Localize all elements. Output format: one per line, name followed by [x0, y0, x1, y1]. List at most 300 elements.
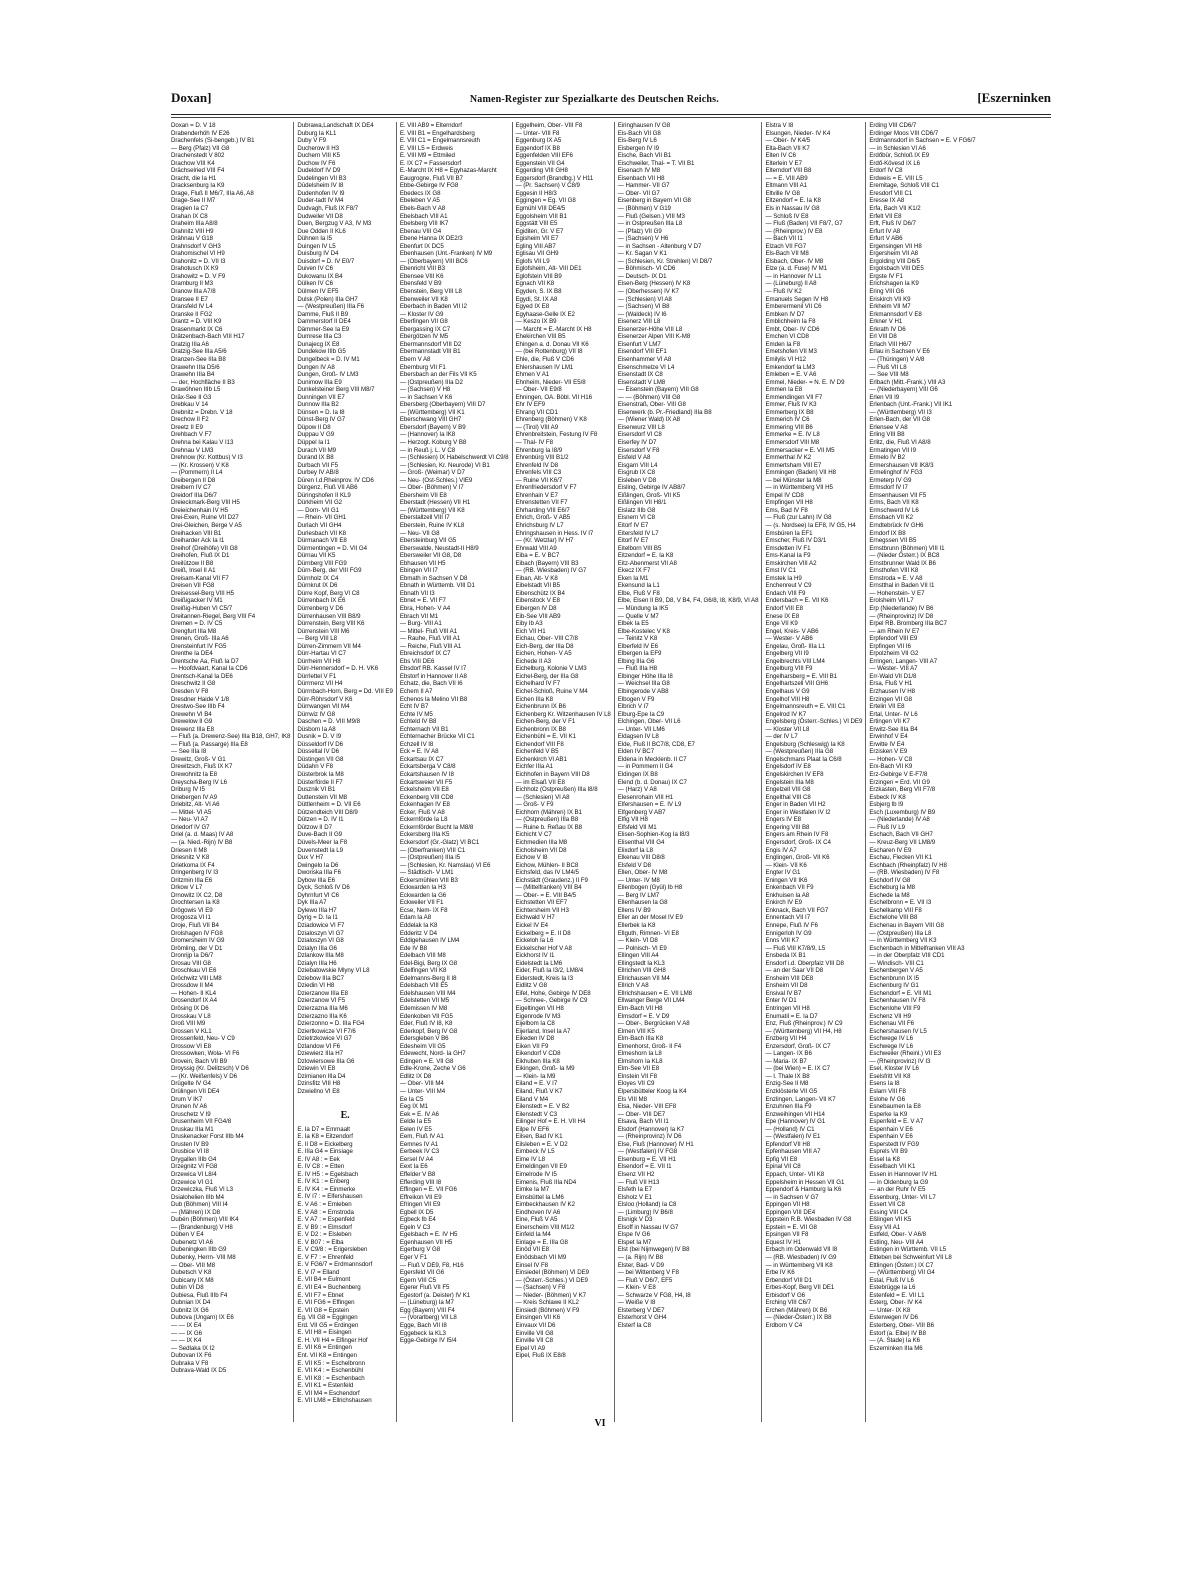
index-entry: E. VII B4 = Eulmont: [297, 1276, 351, 1284]
index-entry: Drähnau V G18: [171, 235, 214, 243]
index-entry: Eschenhausen IV F8: [869, 997, 926, 1005]
index-entry: Ergolding VIII D6/5: [869, 257, 920, 265]
index-entry: Enumatil = E. Ia D7: [765, 1012, 818, 1020]
index-entry: Ernstroda = E. V A8: [869, 574, 923, 582]
index-entry: — in Pommern II G4: [617, 763, 673, 771]
index-entry: Drätzenbach-Bach VIII H17: [171, 333, 245, 341]
index-entry: Elstra V I8: [765, 122, 794, 129]
index-entry: — (Thüringen) V A/8: [869, 355, 925, 363]
index-entry: Egeln V C3: [399, 1223, 431, 1231]
index-entry: Eichenberg Kr. Witzenhausen IV L8: [515, 710, 611, 718]
index-entry: E. IV K4 : = Einmerke: [297, 1185, 356, 1193]
index-entry: Dracht, die Ia H1: [171, 174, 217, 182]
index-entry: Eschach, Bach VII GH7: [869, 831, 933, 839]
index-entry: Engering VIII B8: [765, 823, 810, 831]
index-entry: Erdő-Kövesd IX L6: [869, 159, 921, 167]
index-entry: — (Böhmen) V G19: [617, 205, 671, 213]
index-entry: Druskenacker Forst IIIb M4: [171, 1133, 244, 1141]
index-entry: E. V C9/8 : = Erigersleben: [297, 1246, 368, 1254]
index-entry: Eitzendorf = E. Ia K8: [617, 552, 674, 560]
index-entry: Ebstorf in Hannover II A8: [399, 672, 467, 680]
index-entry: Ehrenfriedersdorf V F7: [515, 484, 577, 492]
index-entry: Dreyscha-Berg IV L6: [171, 778, 228, 786]
index-entry: — (Mähren) IX D8: [171, 1208, 221, 1216]
index-entry: Ebnath in Württemb. VIII D1: [399, 582, 475, 590]
index-entry: Eickeloh Ia L6: [515, 937, 554, 945]
index-entry: Eisenerzer Alpen VIII K-M8: [617, 333, 691, 341]
index-entry: Eglofstein VIII B9: [515, 272, 562, 280]
index-entry: Eppach, Unter- VII K8: [765, 1171, 825, 1179]
index-entry: Eisenschmelze VI L4: [617, 363, 675, 371]
index-entry: E. VII E4 = Buchenberg: [297, 1284, 361, 1292]
index-entry: Ensheim VIII DE8: [765, 974, 814, 982]
index-entry: Eeg IX M1: [399, 1103, 429, 1111]
index-entry: Elchingen, Ober- VII L6: [617, 718, 681, 726]
index-entry: Engelskirchen IV EF8: [765, 771, 824, 779]
index-entry: Dreschwitz II G8: [171, 680, 216, 688]
index-entry: Emmen Ia E8: [765, 386, 803, 394]
index-entry: Eppendorf & Hamburg Ia K6: [765, 1186, 842, 1194]
index-entry: Eschershausen IV L5: [869, 1027, 927, 1035]
index-entry: Eickelberg = E. II D8: [515, 929, 571, 937]
index-entry: Eisenbach VII H8: [617, 174, 665, 182]
index-entry: Elfgenberg V AB7: [617, 808, 666, 816]
index-entry: Ecker, Fluß V A8: [399, 808, 445, 816]
index-entry: Eichsfeld, das IV LM4/5: [515, 869, 579, 877]
index-entry: Erfelt VII E8: [869, 212, 902, 220]
index-entry: Ebbe-Gebirge IV FG8: [399, 182, 459, 190]
index-entry: Eidlitz V G8: [515, 982, 547, 990]
index-entry: Dzialyn IIIa H6: [297, 959, 337, 967]
index-entry: Dunningen VII E7: [297, 393, 345, 401]
index-entry: — Fluß (a. Passarge) IIIa E8: [171, 740, 248, 748]
index-entry: — Fluß IIIa H8: [617, 665, 658, 673]
index-entry: Ebergötzen IV M5: [399, 333, 449, 341]
index-entry: Engelhof VIII H8: [765, 695, 810, 703]
index-entry: Eschenbrunn IX I5: [869, 974, 920, 982]
index-entry: Dürrwangen VII M4: [297, 703, 350, 711]
index-entry: Eisenwerk (b. Pr.-Friedland) IIIa B8: [617, 408, 712, 416]
index-entry: Emchen VI CD8: [765, 333, 809, 341]
index-entry: Erzhausen IV H8: [869, 688, 916, 696]
index-entry: Epfenhausen VIII A7: [765, 1148, 821, 1156]
index-entry: Erpfingen VII I6: [869, 642, 911, 650]
index-entry: Eschwege IV L6: [869, 1035, 914, 1043]
index-entry: E. VII LM8 = Ellrichshausen: [297, 1397, 372, 1405]
index-entry: Ducherow II H3: [297, 144, 340, 152]
index-entry: Eschelohe VIII B8: [869, 914, 918, 922]
index-entry: Enzuhnen IIIa F9: [765, 1103, 812, 1111]
index-entry: Drachenfels (Si-bengeb.) IV B1: [171, 137, 255, 145]
index-entry: Dudelingen VII B3: [297, 174, 347, 182]
index-entry: Düsseldorf IV D6: [297, 740, 344, 748]
index-entry: E. VII K6 = Entingen: [297, 1344, 352, 1352]
index-entry: Duvenstedt Ia L9: [297, 846, 344, 854]
index-entry: Ernstbrunn (Böhmen) VIII I1: [869, 544, 945, 552]
index-entry: Egisheim VII E7: [515, 235, 559, 243]
index-entry: E. VII K1 = Estenfeld: [297, 1382, 354, 1390]
index-entry: Duchow IV F6: [297, 159, 336, 167]
index-entry: Essenburg, Unter- VII L7: [869, 1193, 936, 1201]
index-entry: — Unter- IV M8: [617, 876, 660, 884]
index-entry: Eifel, Hohe, Gebirge IV DE8: [515, 989, 591, 997]
index-entry: Eggesin II H8/3: [515, 189, 557, 197]
index-entry: Eisenstadt IX C8: [617, 371, 663, 379]
index-entry: Eisenstadt V LM8: [617, 378, 666, 386]
index-entry: Eddelak Ia K8: [399, 921, 438, 929]
index-entry: Dürrenberg V D6: [297, 605, 344, 612]
index-entry: — See VIII M8: [869, 371, 909, 379]
index-entry: E. VII M4 = Eschendorf: [297, 1389, 360, 1397]
index-entry: Eiland = E. V I7: [515, 1080, 558, 1088]
index-entry: Ebenhausen (Unt.-Franken) IV M9: [399, 250, 493, 258]
index-entry: Elm-See VII E8: [617, 1065, 660, 1073]
index-entry: — in Württemberg VII H5: [765, 484, 833, 492]
index-entry: Emmerke = E. IV L8: [765, 431, 820, 439]
index-entry: Essen in Hannover IV H1: [869, 1171, 938, 1179]
index-entry: Dzierzazno IIIa K6: [297, 1012, 347, 1020]
index-entry: Edel-Bigi, Berg IX G8: [399, 959, 458, 967]
index-entry: Eichede II A3: [515, 657, 552, 665]
index-entry: Eppingen VII H8: [765, 1201, 810, 1209]
index-entry: E. V B07 : = Elba: [297, 1238, 344, 1246]
index-entry: Eberstein, Ruine IV KL8: [399, 521, 465, 529]
index-entry: Drebkau V 14: [171, 401, 208, 409]
index-entry: — (Kr. Wetzlar) IV H7: [515, 537, 574, 545]
index-entry: Drömling, der V D1: [171, 944, 223, 952]
index-entry: Dülmen IV EF5: [297, 288, 339, 296]
index-entry: Eckersdorf (Gr.-Glatz) VI BC1: [399, 838, 480, 846]
index-entry: E. VII FG6 = Effingen: [297, 1299, 355, 1307]
index-entry: E. V I7 = Elland: [297, 1268, 340, 1276]
index-entry: Eschendorf = E. VII M1: [869, 989, 932, 997]
index-entry: Elbrich V I7: [617, 703, 649, 711]
index-entry: Drahowitz = D. V F9: [171, 272, 226, 280]
index-entry: — Maria- IX B7: [765, 1057, 807, 1065]
index-entry: Escharen IV E9: [869, 846, 912, 854]
index-entry: Draheim IIIa A8/8: [171, 220, 218, 228]
index-entry: Ebhausen VII H5: [399, 559, 446, 567]
index-entry: Emstek Ia H9: [765, 574, 802, 582]
index-entry: Erichshagen Ia K9: [869, 280, 919, 288]
index-entry: Ertelin VII E8: [869, 703, 905, 711]
index-columns: [171, 122, 1051, 1422]
index-entry: — (Schlesien) VI A8: [515, 793, 570, 801]
index-entry: — Ober- IV K4/5: [765, 137, 811, 145]
index-entry: Dziewin VI E8: [297, 1065, 335, 1073]
index-entry: Eichendorf VIII F8: [515, 740, 564, 748]
index-entry: Drum V IK7: [171, 1095, 203, 1103]
index-entry: — Quelle V M7: [617, 612, 659, 620]
index-entry: Dammerstorf II DE4: [297, 318, 351, 326]
index-entry: Durbey IV AB/8: [297, 469, 339, 477]
index-entry: Elsloo (Holland) Ia C8: [617, 1201, 677, 1209]
index-entry: Elden IV BC7: [617, 748, 655, 756]
index-entry: Drawöhnen IIIb L5: [171, 386, 221, 394]
index-entry: Dzlankow IIIa M8: [297, 952, 344, 960]
index-entry: — Fluß (Baden) VII F8/7, G7: [765, 220, 843, 228]
index-entry: Drewenz IIIa E8: [171, 725, 214, 733]
index-entry: Ebnath VII I3: [399, 589, 435, 597]
index-entry: Drusten IV B9: [171, 1140, 209, 1148]
index-entry: Eichenfeld V B5: [515, 748, 559, 756]
index-entry: Ermatingen VII I9: [869, 446, 916, 454]
index-entry: Ensbeda IX B1: [765, 952, 806, 960]
index-entry: Dürrwiz IV G8: [297, 710, 335, 718]
index-entry: Erwitte IV E4: [869, 740, 905, 748]
index-entry: Esperstedt IV FG9: [869, 1140, 920, 1148]
index-entry: Eimelrode IV I5: [515, 1171, 557, 1179]
index-entry: — der IV L7: [765, 733, 798, 741]
index-entry: Drzewica VI L8/4: [171, 1171, 217, 1179]
index-entry: — an der Saar VII D8: [765, 967, 824, 975]
index-entry: Dreieckmark-Berg VIII H5: [171, 499, 240, 507]
page-number: VI: [594, 1418, 606, 1429]
index-entry: Ernstbrunner Wald IX B6: [869, 559, 936, 567]
index-entry: — Schnee-, Gebirge IV C9: [515, 997, 588, 1005]
index-entry: — (Österr.-Schles.) VI DE9: [515, 1276, 588, 1284]
index-entry: Drahomischel VI H9: [171, 250, 225, 258]
index-entry: Engis IV A7: [765, 846, 797, 854]
index-entry: Erpolzheim VII G2: [869, 650, 919, 658]
index-entry: Ermelo IV B2: [869, 454, 905, 462]
index-entry: Eib-See VIII AB9: [515, 612, 561, 620]
index-entry: Escheburg Ia M8: [869, 884, 916, 892]
index-entry: Eische, Bach VII B1: [617, 152, 672, 160]
index-entry: Dub (Böhmen) VIII I4: [171, 1201, 228, 1209]
index-entry: Eijelbom Ia C8: [515, 1020, 555, 1028]
index-entry: Emanuels Segen IV H8: [765, 295, 829, 303]
index-entry: — Groß- V F9: [515, 801, 554, 809]
index-entry: Drächselried VIII F4: [171, 167, 225, 175]
index-entry: Echte IV M5: [399, 710, 433, 718]
index-entry: — (Pommern) II L4: [171, 469, 223, 477]
index-entry: — Fluß VIII K7/8/9, L5: [765, 944, 826, 952]
index-entry: Emmering VIII B6: [765, 423, 813, 431]
index-entry: — Fluß (Gelsen.) VIII M3: [617, 212, 685, 220]
index-entry: Drawehn IIIa D5/6: [171, 363, 220, 371]
index-entry: Esterberg, Ober- VIII B6: [869, 1321, 935, 1329]
index-entry: Drösing IX D6: [171, 1004, 209, 1012]
index-entry: Eszerninken IIIa M6: [869, 1344, 923, 1352]
index-entry: — Thal- IV F8: [515, 438, 553, 446]
index-entry: Dzlowiersowe IIIa G6: [297, 1057, 355, 1065]
index-entry: — (Kr. Weißenfels) V D6: [171, 1072, 237, 1080]
index-entry: Drahan IX C8: [171, 212, 208, 220]
index-entry: Eßlingen VII K5: [869, 1216, 912, 1224]
index-entry: Dreitannen-Riegel, Berg VIII F4: [171, 612, 256, 620]
index-entry: Engelsberg (Österr.-Schles.) VI DE9: [765, 718, 863, 726]
index-entry: Einödsbach VII M9: [515, 1254, 567, 1262]
index-entry: Esperke Ia K9: [869, 1110, 908, 1118]
index-entry: Ederkopf, Berg IV G8: [399, 1027, 458, 1035]
index-entry: Eimbeck IV L5: [515, 1148, 555, 1156]
index-entry: Einville VII C8: [515, 1337, 553, 1345]
index-entry: Ebermannsdorf VIII D2: [399, 340, 462, 348]
index-entry: Eckartshausen IV I8: [399, 771, 454, 779]
index-entry: Erbes-Kopf, Berg VII DE1: [765, 1284, 835, 1292]
index-entry: Eichenbronn IX B8: [515, 725, 566, 733]
index-entry: Ehrharding VIII E6/7: [515, 506, 570, 514]
index-entry: Eslarn VIII F8: [869, 1088, 906, 1095]
index-entry: Egelsbach = E. IV H5: [399, 1231, 458, 1239]
index-entry: Effreikon VII E9: [399, 1193, 442, 1201]
index-entry: Elbe-Kostelec V K8: [617, 627, 670, 635]
index-entry: Erms, Bach VII K8: [869, 499, 919, 507]
index-entry: Drasenmarkt IX C6: [171, 325, 223, 333]
index-entry: Elsterf Ia C8: [617, 1321, 651, 1329]
index-entry: Eggingen = Eg. VII G8: [515, 197, 576, 205]
index-entry: — Nieder- (Böhmen) V K7: [515, 1291, 587, 1299]
index-entry: Ehrenbreitstein, Festung IV F8: [515, 431, 598, 439]
index-entry: Dürgenz, Fluß VII AB6: [297, 484, 358, 492]
index-entry: Erlbach (Mitt.-Frank.) VIII A3: [869, 378, 946, 386]
index-entry: Dreibergen II D8: [171, 476, 216, 484]
index-entry: Eggolsheim VIII B1: [515, 212, 567, 220]
index-entry: Drentsch-Kanal Ia DE6: [171, 672, 233, 680]
index-entry: Ennentach VII I7: [765, 914, 811, 922]
index-entry: Erzingen = Erd. VII G9: [869, 778, 930, 786]
index-entry: Dubraka V F8: [171, 1359, 209, 1367]
index-entry: Eich-Berg, der IIIa D8: [515, 642, 574, 650]
index-entry: Dubenetz VI A6: [171, 1238, 213, 1246]
index-entry: Drebnitz = Drebn. V 18: [171, 408, 233, 416]
index-entry: Eggenburg IX A5: [515, 137, 562, 145]
index-entry: Dzwiellno VI E8: [297, 1088, 340, 1095]
index-entry: — in Oldenburg Ia G9: [869, 1178, 929, 1186]
index-entry: Estling, Neu- VIII A4: [869, 1238, 924, 1246]
index-entry: Elmeshorn Ia L8: [617, 1050, 662, 1058]
index-entry: Einvaux VII D6: [515, 1321, 556, 1329]
index-entry: — Kloster VII L8: [765, 725, 810, 733]
index-entry: Elmen VIII K5: [617, 1027, 655, 1035]
index-entry: Ensival IV B7: [765, 989, 802, 997]
index-entry: Drengfurt IIIa M8: [171, 627, 217, 635]
index-entry: — Rauhe, Fluß VIII A1: [399, 635, 461, 643]
index-entry: Ebnet = E. VII F7: [399, 597, 446, 605]
index-entry: Dreihof (Dreihöfe) VII G8: [171, 544, 238, 552]
index-entry: Esel, Kloster IV L6: [869, 1065, 919, 1073]
index-entry: Eigenrode IV M3: [515, 1012, 561, 1020]
index-entry: E. V F7 : = Ehrenfeld: [297, 1253, 354, 1261]
index-entry: Eich VII H1: [515, 627, 546, 635]
index-entry: Enkirch IV E9: [765, 899, 803, 907]
index-entry: Erwitz-See IIIa B4: [869, 725, 918, 733]
index-entry: Drehbach V F7: [171, 431, 212, 439]
index-entry: Dungen, Groß- IV LM3: [297, 371, 359, 379]
index-entry: — Groß- (Weimar) V D7: [399, 469, 465, 477]
index-entry: Dux V H7: [297, 854, 324, 862]
index-entry: Ehrenberg (Böhmen) V K8: [515, 416, 587, 424]
index-entry: E. Ia K8 = Eitzendorf: [297, 1133, 353, 1141]
index-entry: Dubnitz IX G6: [171, 1306, 209, 1314]
index-entry: — Ruine b. Reßau IX B8: [515, 823, 582, 831]
index-entry: Eiland, Fluß V K7: [515, 1088, 563, 1095]
index-entry: — Fluß IV K2: [765, 288, 802, 296]
index-entry: Eiby Ib A3: [515, 620, 543, 628]
index-entry: Dunkelsteiner Berg VIII M8/7: [297, 386, 375, 394]
index-entry: Engelstein IIIa M8: [765, 778, 814, 786]
index-entry: Eisersdorf VI C8: [617, 431, 662, 439]
index-entry: Erlensee V A8: [869, 423, 908, 431]
index-entry: Dreisen VII FG8: [171, 582, 215, 590]
index-entry: — Neu- VI A7: [171, 816, 208, 824]
index-entry: Dreetz II E9: [171, 423, 203, 431]
index-entry: Edingen = E. VII G8: [399, 1057, 454, 1065]
index-entry: Erpel RB. Bromberg IIIa BC7: [869, 620, 947, 628]
index-entry: Eine, Fluß V A5: [515, 1216, 558, 1224]
index-entry: Ellenhausen Ia G8: [617, 899, 668, 907]
index-entry: Ebra, Hohen- V A4: [399, 605, 451, 612]
index-entry: Dubrawa,Landschaft IX DE4: [297, 122, 374, 129]
index-entry: Dragien Ia C7: [171, 205, 209, 213]
index-entry: Damme, Fluß II B9: [297, 310, 349, 318]
index-entry: Eggerding VIII GH8: [515, 167, 568, 175]
index-entry: Estebrügge Ia L6: [869, 1284, 916, 1292]
index-entry: Eis-Berg IV L6: [617, 137, 657, 145]
index-entry: Egerer Fluß VII F5: [399, 1284, 450, 1292]
index-entry: Ehrenstetten VII F7: [515, 499, 568, 507]
index-entry: Estfeld, Ober- V A6/8: [869, 1231, 926, 1239]
index-entry: Eddigehausen IV LM4: [399, 937, 460, 945]
index-entry: Dubiesa, Fluß IIIb F4: [171, 1291, 228, 1299]
index-entry: Dransfeld IV L4: [171, 303, 213, 311]
index-entry: Elfig VII H8: [617, 816, 648, 824]
index-entry: E. VIII B1 = Engelhardsberg: [399, 129, 475, 137]
index-entry: Eggersdorf (Brandbg.) V H11: [515, 174, 594, 182]
index-entry: Enger in Baden VII H2: [765, 801, 826, 809]
index-entry: Dromersheim IV G9: [171, 937, 225, 945]
index-entry: Ent. VII K8 = Entingen: [297, 1351, 357, 1359]
index-entry: — (Rheinprovinz) IV I3: [869, 1057, 931, 1065]
index-entry: Dyhrnfurt VI C6: [297, 891, 339, 899]
index-entry: Eglofs VII L9: [515, 257, 550, 265]
index-entry: Essel Ia K8: [869, 1155, 900, 1163]
index-entry: — Neu- (Ost-Schles.) VIE9: [399, 476, 473, 484]
index-entry: Dudenhofen IV I9: [297, 189, 345, 197]
index-entry: Effingen = E. VII FG6: [399, 1186, 457, 1194]
index-entry: Eschelbronn = E. VII I3: [869, 899, 932, 907]
index-entry: — (Schlesien) IX Habelschwerdt VI C9/8: [399, 454, 509, 462]
index-entry: Eschenbach in Mittelfranken VIII A3: [869, 944, 965, 952]
index-entry: — Fluß IV L9: [869, 823, 905, 831]
index-entry: Elsungen, Nieder- IV K4: [765, 129, 831, 137]
index-entry: Eikeden IV D8: [515, 1035, 555, 1043]
index-entry: Ellwanger Berge VII LM4: [617, 997, 685, 1005]
index-entry: Edemissen IV M8: [399, 1004, 448, 1012]
index-entry: Eichtersheim VII H3: [515, 906, 569, 914]
index-entry: Einsiedel (Böhmen) VI DE9: [515, 1269, 589, 1277]
index-entry: — (Rheinprovinz) IV D6: [617, 1133, 682, 1141]
index-entry: Eisen-Berg (Hessen) IV K8: [617, 280, 691, 288]
index-entry: — Fluß V D6/7, EF5: [617, 1276, 673, 1284]
index-entry: Enger in Westfalen IV I2: [765, 808, 831, 816]
index-entry: Endach VIII F9: [765, 589, 806, 597]
index-entry: — (Pfalz) VII G9: [617, 227, 662, 235]
index-entry: Ergste IV F1: [869, 272, 903, 280]
index-entry: Echem II A7: [399, 688, 433, 696]
index-entry: E. II D8 = Eickelberg: [297, 1140, 353, 1148]
index-entry: Empfingen VII H8: [765, 499, 813, 507]
index-entry: Erp (Niederlande) IV B6: [869, 605, 934, 612]
index-entry: Engelrod IV K7: [765, 710, 807, 718]
index-entry: Duen, Bergzug V A3, IV M3: [297, 220, 372, 228]
index-entry: Dreihacken VIII B1: [171, 529, 222, 537]
index-entry: — — (Böhmen) VIII G8: [617, 393, 681, 401]
index-entry: Duiven IV C6: [297, 265, 333, 273]
index-entry: Elmenhorst, Groß- II F4: [617, 1042, 682, 1050]
index-entry: — Klein- VI D8: [617, 937, 658, 945]
